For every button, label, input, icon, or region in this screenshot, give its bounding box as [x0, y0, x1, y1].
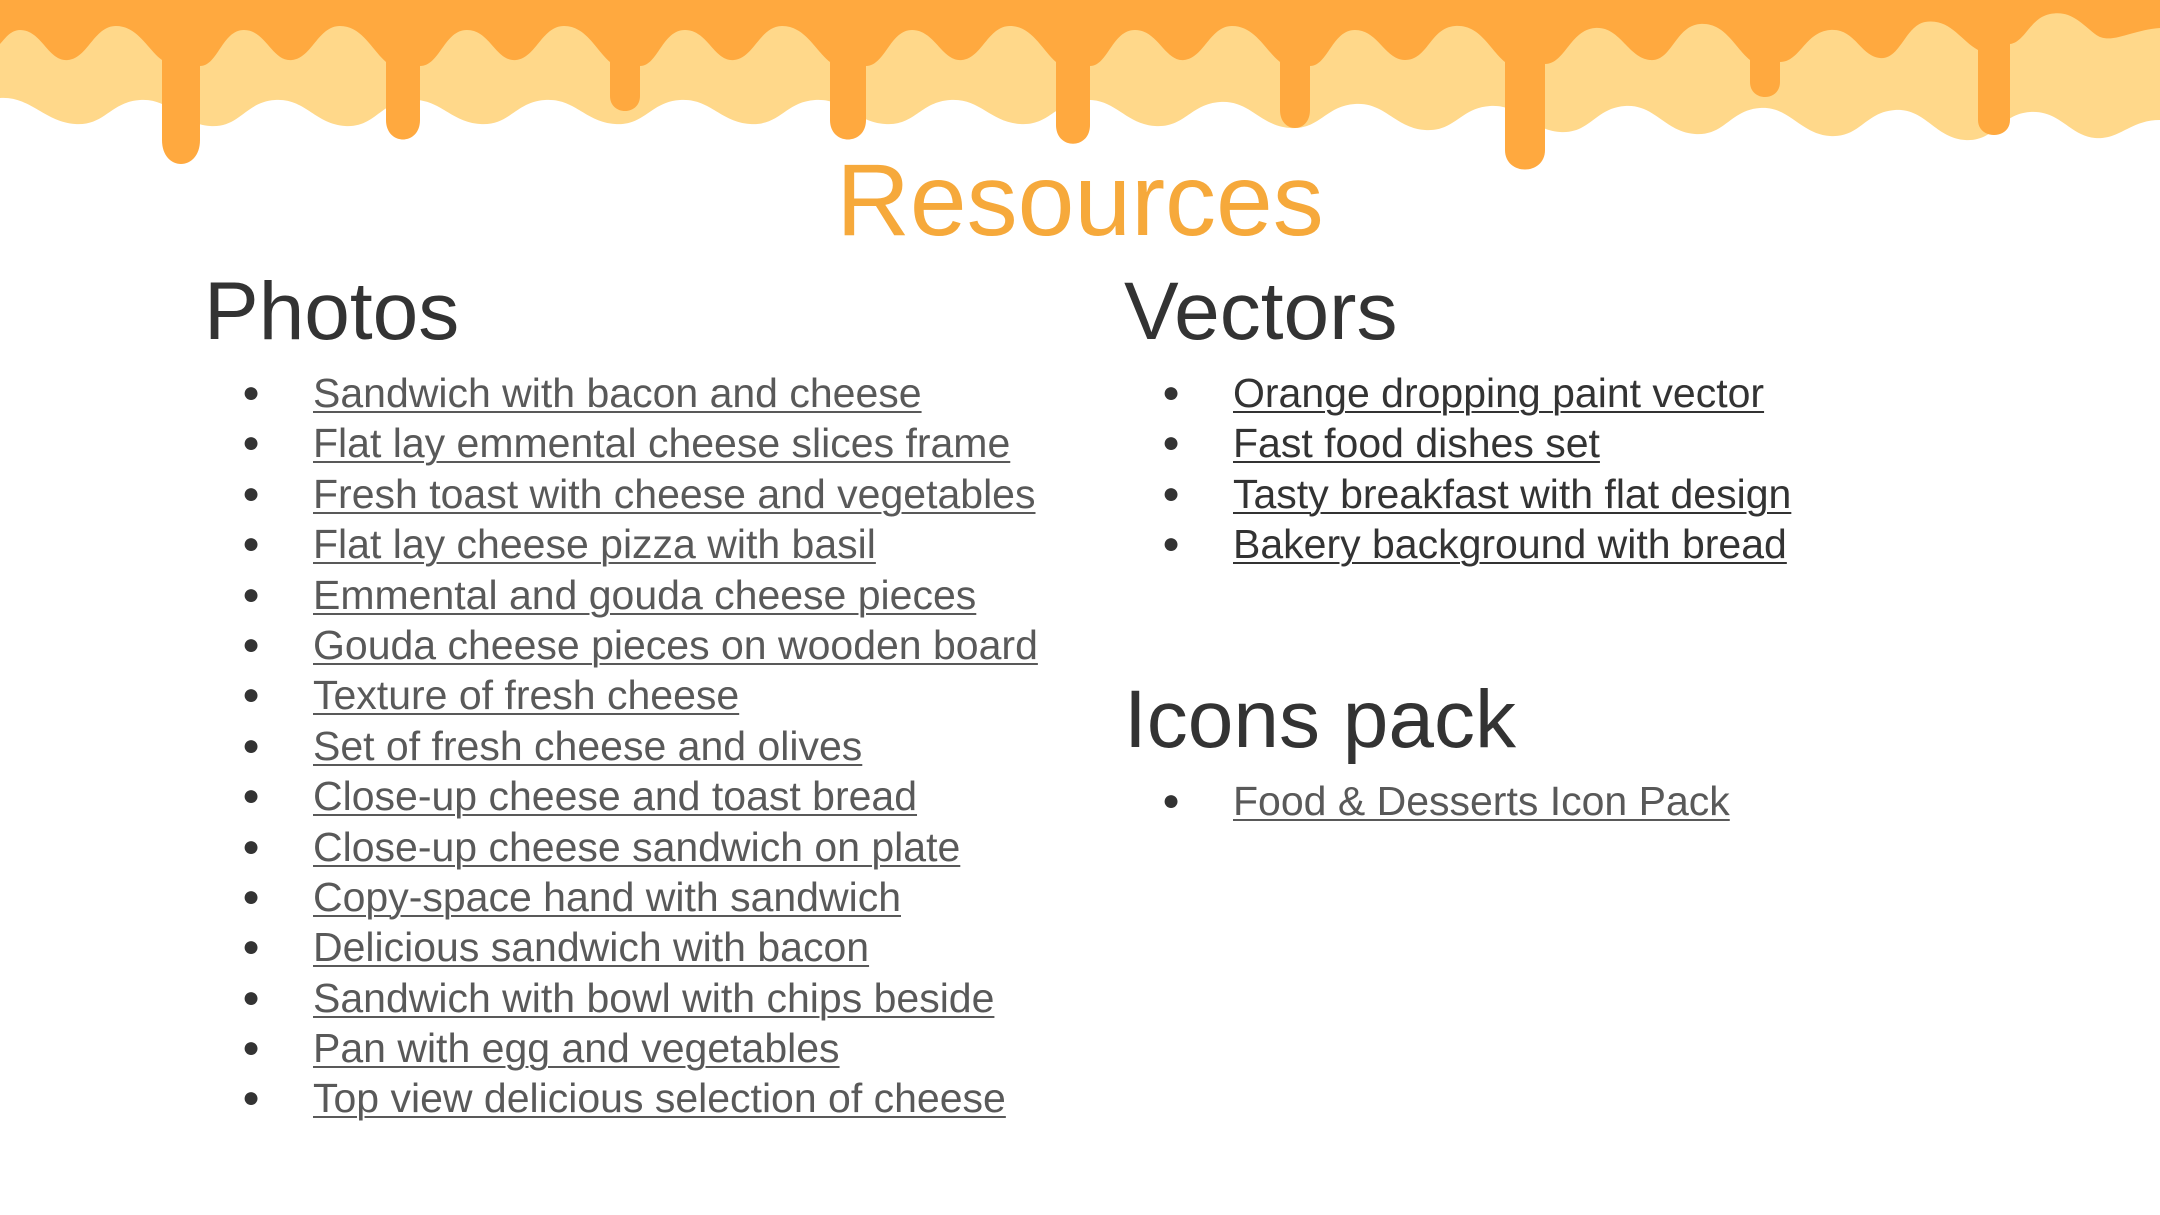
- bullet-icon: ●: [242, 678, 261, 712]
- bullet-icon: ●: [1162, 527, 1181, 561]
- photo-link[interactable]: Texture of fresh cheese: [313, 672, 740, 719]
- photo-list-item: [204, 771, 1084, 821]
- bullet-icon: ●: [1162, 376, 1181, 409]
- icons-pack-section: [1124, 670, 2044, 826]
- bullet-icon: ●: [242, 930, 261, 964]
- page-title: Resources: [836, 143, 1324, 257]
- bullet-icon: ●: [242, 829, 261, 863]
- bullet-icon: ●: [242, 476, 261, 510]
- photo-list-item: [204, 721, 1084, 771]
- vectors-section: [1124, 262, 2044, 570]
- photo-list-item: [204, 1073, 1084, 1123]
- bullet-icon: ●: [242, 728, 261, 762]
- photo-list-item: [204, 469, 1084, 519]
- bullet-icon: ●: [1162, 476, 1181, 510]
- bullet-icon: ●: [242, 1081, 261, 1115]
- vector-list-item: [1124, 519, 2044, 569]
- photo-link[interactable]: Sandwich with bowl with chips beside: [313, 974, 995, 1021]
- photo-link[interactable]: Pan with egg and vegetables: [313, 1025, 840, 1072]
- bullet-icon: ●: [242, 527, 261, 561]
- bullet-icon: ●: [242, 376, 261, 409]
- photo-link[interactable]: Close-up cheese and toast bread: [313, 773, 918, 820]
- icons-pack-heading: Icons pack: [1124, 674, 1516, 765]
- icon-pack-list-item: [1124, 776, 2044, 826]
- photo-list-item: [204, 670, 1084, 720]
- vector-link[interactable]: Tasty breakfast with flat design: [1233, 470, 1792, 517]
- photo-link[interactable]: Flat lay emmental cheese slices frame: [313, 420, 1011, 467]
- photo-list-item: [204, 418, 1084, 468]
- bullet-icon: ●: [242, 980, 261, 1014]
- photos-section: [204, 262, 1084, 1124]
- photo-link[interactable]: Set of fresh cheese and olives: [313, 722, 863, 769]
- icons-pack-list: [1124, 776, 2044, 826]
- photo-list-item: [204, 519, 1084, 569]
- vector-list-item: [1124, 368, 2044, 418]
- vectors-list: [1124, 368, 2044, 570]
- bullet-icon: ●: [242, 627, 261, 661]
- bullet-icon: ●: [1162, 426, 1181, 460]
- bullet-icon: ●: [1162, 784, 1181, 817]
- bullet-icon: ●: [242, 426, 261, 460]
- photo-link[interactable]: Emmental and gouda cheese pieces: [313, 571, 977, 618]
- bullet-icon: ●: [242, 779, 261, 813]
- photos-list: [204, 368, 1084, 1124]
- photo-link[interactable]: Delicious sandwich with bacon: [313, 924, 870, 971]
- vector-list-item: [1124, 418, 2044, 468]
- photo-link[interactable]: Fresh toast with cheese and vegetables: [313, 470, 1036, 517]
- vector-link[interactable]: Orange dropping paint vector: [1233, 370, 1765, 416]
- photo-list-item: [204, 620, 1084, 670]
- photo-link[interactable]: Copy-space hand with sandwich: [313, 873, 901, 920]
- icon-pack-link[interactable]: Food & Desserts Icon Pack: [1233, 778, 1730, 824]
- photos-heading: Photos: [204, 266, 460, 357]
- photo-list-item: [204, 368, 1084, 418]
- photo-link[interactable]: Gouda cheese pieces on wooden board: [313, 621, 1038, 668]
- bullet-icon: ●: [242, 1031, 261, 1065]
- photo-link[interactable]: Flat lay cheese pizza with basil: [313, 521, 876, 568]
- photo-list-item: [204, 872, 1084, 922]
- photo-link[interactable]: Sandwich with bacon and cheese: [313, 370, 922, 416]
- photo-list-item: [204, 922, 1084, 972]
- vector-link[interactable]: Fast food dishes set: [1233, 420, 1600, 467]
- vector-link[interactable]: Bakery background with bread: [1233, 521, 1787, 568]
- photo-link[interactable]: Close-up cheese sandwich on plate: [313, 823, 961, 870]
- photo-list-item: [204, 1023, 1084, 1073]
- photo-list-item: [204, 973, 1084, 1023]
- bullet-icon: ●: [242, 879, 261, 913]
- bullet-icon: ●: [242, 577, 261, 611]
- vectors-heading: Vectors: [1124, 266, 1398, 357]
- photo-list-item: [204, 822, 1084, 872]
- vector-list-item: [1124, 469, 2044, 519]
- photo-list-item: [204, 570, 1084, 620]
- photo-link[interactable]: Top view delicious selection of cheese: [313, 1075, 1006, 1122]
